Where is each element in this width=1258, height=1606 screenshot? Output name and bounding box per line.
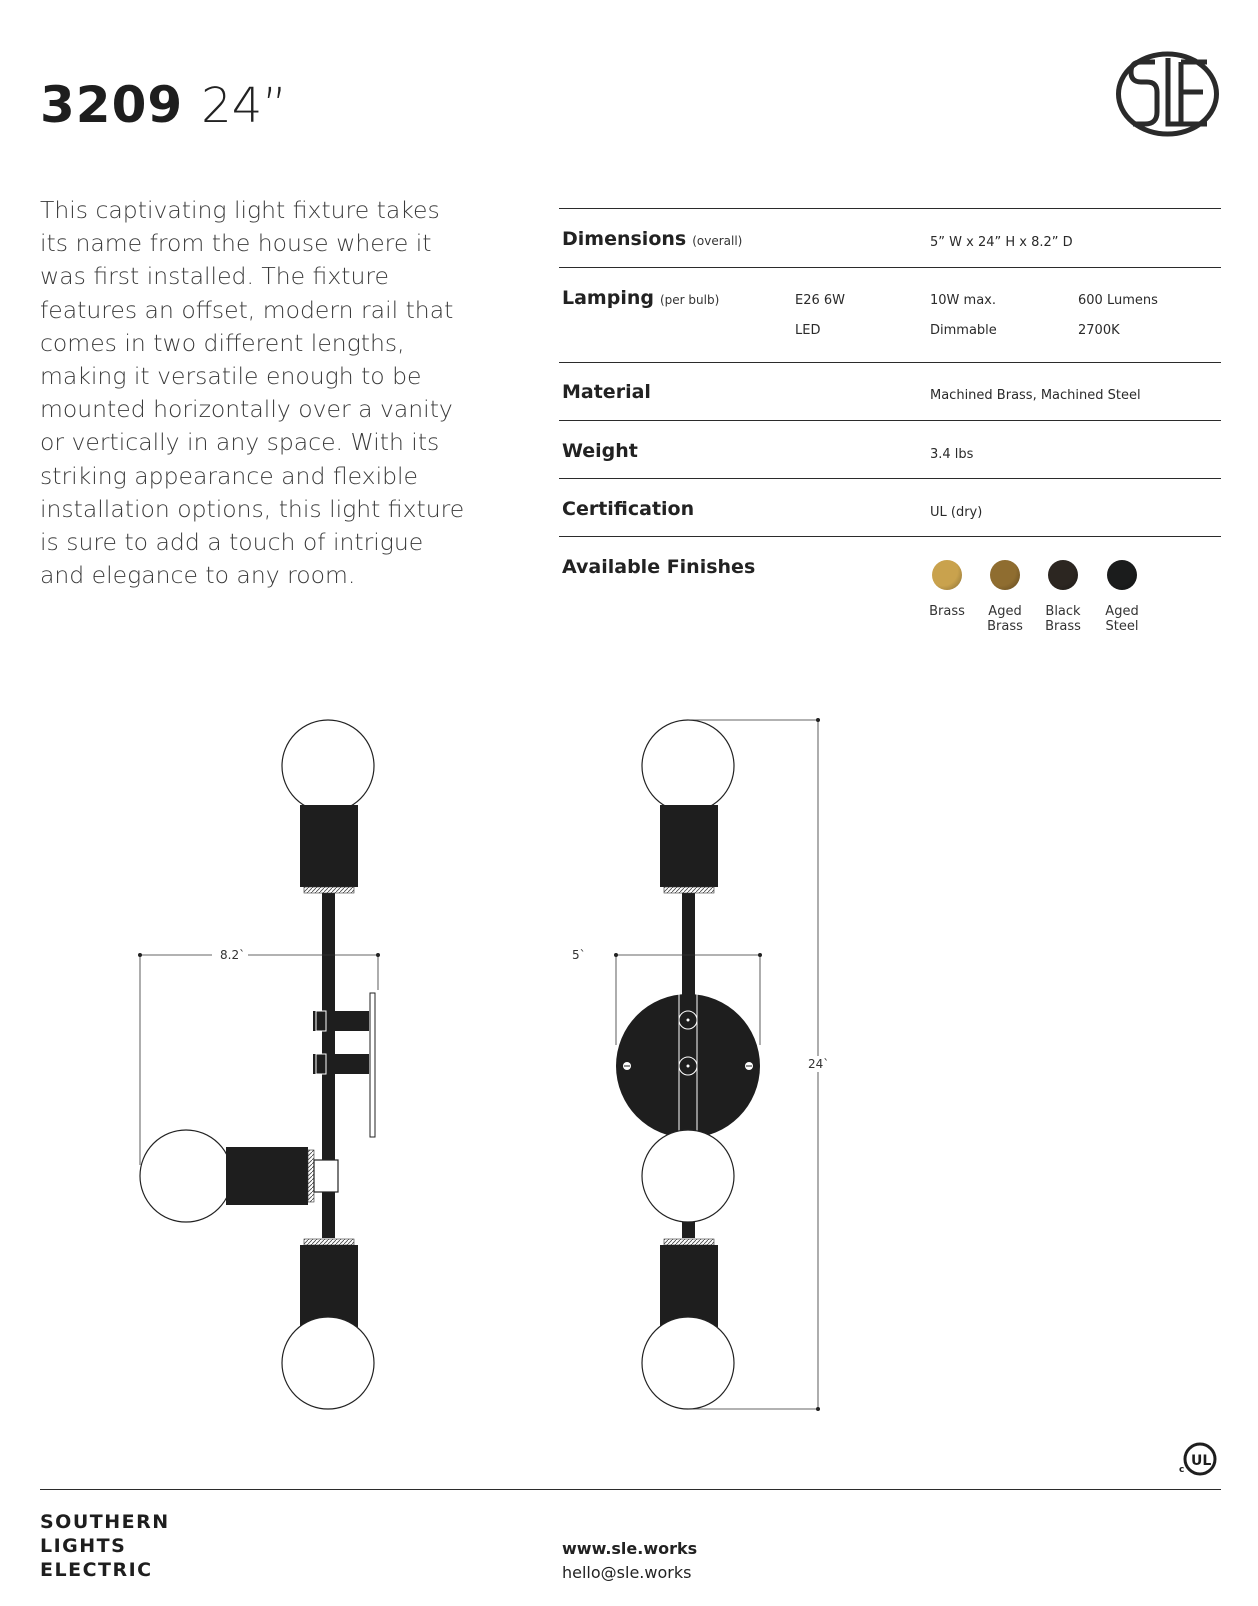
description-line: is sure to add a touch of intrigue [40, 528, 424, 557]
description-line: and elegance to any room. [40, 561, 356, 590]
dimensions-label: Dimensions (overall) [562, 228, 743, 250]
lamping-note: (per bulb) [659, 293, 720, 307]
company-name [40, 1510, 170, 1582]
sle-logo [1115, 50, 1220, 138]
description-line: its name from the house where it [40, 229, 432, 258]
svg-text:c: c [1179, 1465, 1185, 1475]
material-label: Material [562, 381, 651, 403]
table-divider [559, 267, 1221, 268]
finishes-label: Available Finishes [562, 556, 756, 578]
height-dimension-label: 24` [808, 1057, 830, 1071]
width-dimension-label: 5` [572, 948, 586, 962]
table-divider [559, 536, 1221, 537]
contact-info [562, 1537, 697, 1585]
finish-label-aged-steel: Aged Steel [1105, 604, 1139, 634]
company-name-line: LIGHTS [40, 1535, 127, 1557]
certification-label: Certification [562, 498, 695, 520]
finish-swatch-black-brass[interactable] [1048, 560, 1078, 590]
fixture-drawing [0, 700, 1258, 1420]
website-link[interactable]: www.sle.works [562, 1539, 698, 1558]
description-line: comes in two different lengths, [40, 328, 405, 357]
weight-value: 3.4 lbs [930, 447, 974, 462]
ul-mark-text: UL [1191, 1453, 1212, 1469]
description-line: This captivating light fixture takes [40, 196, 440, 224]
description-line: features an offset, modern rail that [40, 295, 454, 324]
lamping-lumens: 600 Lumens [1078, 293, 1158, 308]
page-title [40, 76, 288, 134]
lamping-temp: 2700K [1078, 323, 1120, 338]
company-name-line: ELECTRIC [40, 1559, 153, 1581]
description-line: making it versatile enough to be [40, 362, 422, 391]
finish-label-aged-brass: Aged Brass [987, 604, 1023, 634]
dimensions-value: 5” W x 24” H x 8.2” D [930, 235, 1073, 250]
description-line: was first installed. The fixture [40, 262, 389, 291]
finish-label-black-brass: Black Brass [1045, 604, 1081, 634]
table-divider [559, 208, 1221, 209]
lamping-type: LED [795, 323, 821, 338]
description-line: striking appearance and flexible [40, 461, 419, 490]
material-value: Machined Brass, Machined Steel [930, 388, 1141, 403]
company-name-line: SOUTHERN [40, 1511, 170, 1533]
email-link[interactable]: hello@sle.works [562, 1563, 692, 1582]
model-number: 3209 [40, 76, 184, 134]
model-size: 24” [201, 78, 288, 134]
lamping-max: 10W max. [930, 293, 996, 308]
finish-label-brass: Brass [929, 604, 965, 619]
weight-label: Weight [562, 440, 638, 462]
front-view [572, 718, 836, 1411]
side-view [138, 720, 380, 1409]
table-divider [559, 478, 1221, 479]
product-description [40, 194, 465, 592]
description-line: installation options, this light fixture [40, 494, 465, 523]
lamping-label: Lamping (per bulb) [562, 287, 720, 309]
table-divider [559, 362, 1221, 363]
certification-value: UL (dry) [930, 505, 983, 520]
finish-swatch-aged-brass[interactable] [990, 560, 1020, 590]
lamping-base: E26 6W [795, 293, 846, 308]
ul-certification-icon [1178, 1438, 1220, 1480]
finish-swatch-brass[interactable] [932, 560, 962, 590]
lamping-dimmable: Dimmable [930, 323, 997, 338]
table-divider [559, 420, 1221, 421]
footer-divider [40, 1489, 1221, 1490]
depth-dimension-label: 8.2` [220, 948, 246, 962]
description-line: mounted horizontally over a vanity [40, 395, 453, 424]
dimensions-note: (overall) [692, 234, 743, 248]
description-line: or vertically in any space. With its [40, 428, 440, 457]
finish-swatch-aged-steel[interactable] [1107, 560, 1137, 590]
